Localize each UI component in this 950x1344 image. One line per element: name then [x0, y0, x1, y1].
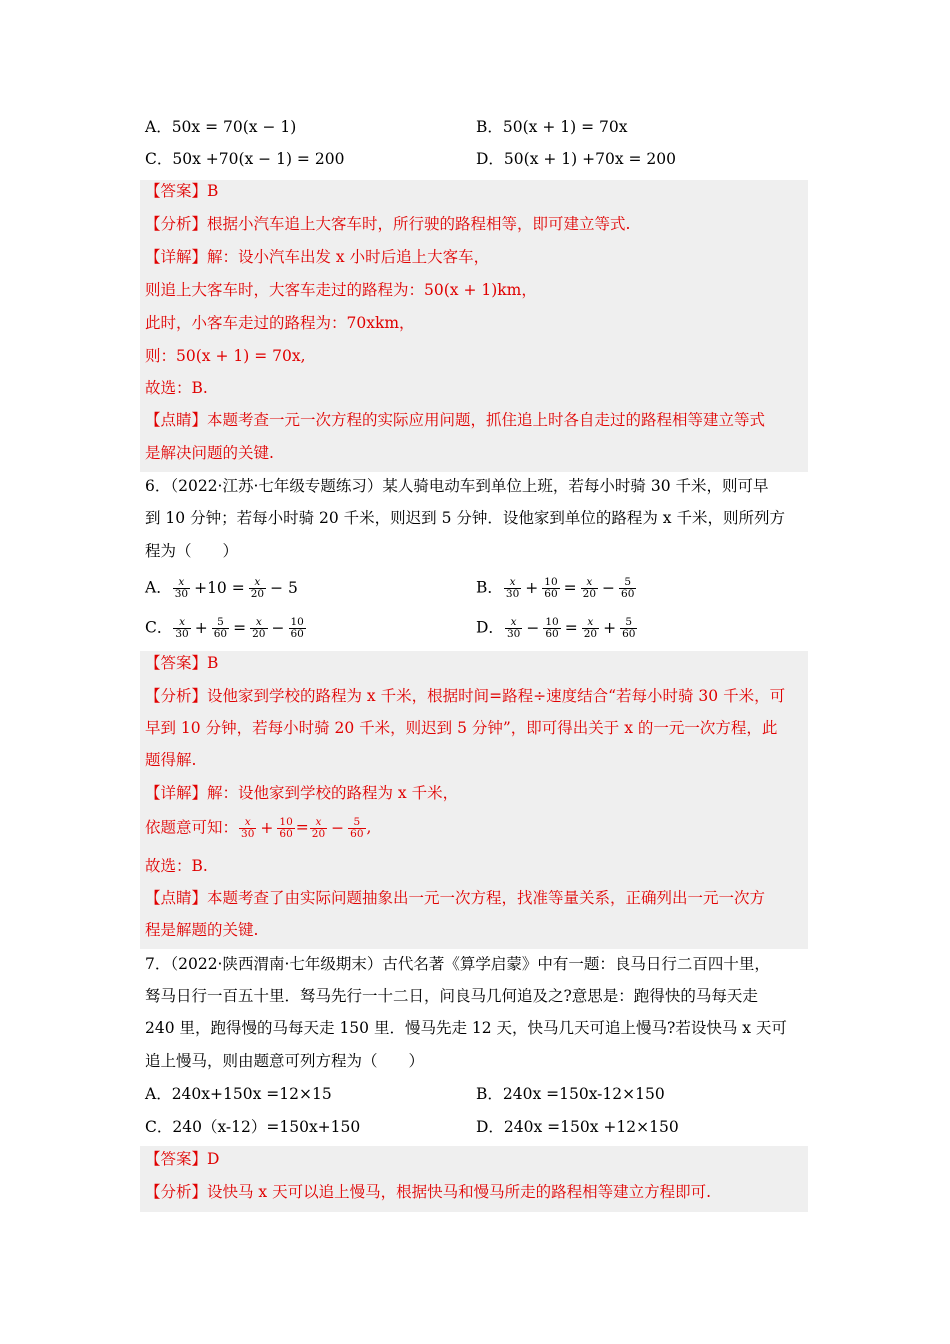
q6-option-c-label: C．	[145, 618, 173, 637]
q6-option-d-label: D．	[476, 618, 504, 637]
q6-comment-2: 程是解题的关键.	[145, 921, 259, 939]
q5-detail-4: 则：50(x + 1) = 70x,	[145, 347, 306, 365]
q5-detail-3: 此时，小客车走过的路程为：70xkm，	[145, 314, 415, 332]
q6-option-b-label: B．	[476, 578, 503, 597]
q7-stem-3: 240 里，跑得慢的马每天走 150 里．慢马先走 12 天，快马几天可追上慢马?若设快马 x 天可	[145, 1019, 787, 1037]
q6-analysis-3: 题得解.	[145, 751, 197, 769]
q6-option-b: B． $\frac{x}{30}$ + $\frac{10}{60}$ = $\frac{x}{20}$ − $\frac{5}{60}$	[476, 576, 635, 600]
q5-detail-2: 则追上大客车时，大客车走过的路程为：50(x + 1)km，	[145, 281, 537, 299]
q5-option-a: A．50x = 70(x − 1)	[145, 118, 297, 136]
q7-option-d: D．240x =150x +12×150	[476, 1118, 679, 1136]
q6-answer: 【答案】B	[145, 654, 219, 672]
q6-detail-2-prefix: 依题意可知：	[145, 818, 239, 837]
q7-stem-4: 追上慢马，则由题意可列方程为（ ）	[145, 1052, 425, 1070]
q5-option-b: B．50(x + 1) = 70x	[476, 118, 628, 136]
q6-analysis-1: 【分析】设他家到学校的路程为 x 千米，根据时间=路程÷速度结合“若每小时骑 30 千米，可	[145, 687, 786, 705]
q6-detail-3: 故选：B.	[145, 857, 208, 875]
q6-option-c: C． $\frac{x}{30}$ + $\frac{5}{60}$ = $\frac{x}{20}$ − $\frac{10}{60}$	[145, 616, 304, 640]
q5-analysis: 【分析】根据小汽车追上大客车时，所行驶的路程相等，即可建立等式.	[145, 215, 631, 233]
q7-option-a: A．240x+150x =12×15	[145, 1085, 332, 1103]
q7-stem-2: 驽马日行一百五十里．驽马先行一十二日，问良马几何追及之?意思是：跑得快的马每天走	[145, 987, 758, 1005]
q6-stem-2: 到 10 分钟；若每小时骑 20 千米，则迟到 5 分钟．设他家到单位的路程为 x 千米，则所列方	[145, 509, 785, 527]
q7-stem-1: 7．（2022·陕西渭南·七年级期末）古代名著《算学启蒙》中有一题：良马日行二百四十里，	[145, 955, 770, 973]
q6-stem-1: 6．（2022·江苏·七年级专题练习）某人骑电动车到单位上班，若每小时骑 30 千米，则可早	[145, 477, 769, 495]
q6-detail-1: 【详解】解：设他家到学校的路程为 x 千米，	[145, 784, 459, 802]
q6-option-a: A． $\frac{x}{30}$ +10 = $\frac{x}{20}$ − 5	[145, 576, 298, 600]
q5-option-c: C．50x +70(x − 1) = 200	[145, 150, 345, 168]
q6-option-d: D． $\frac{x}{30}$ − $\frac{10}{60}$ = $\frac{x}{20}$ + $\frac{5}{60}$	[476, 616, 636, 640]
q7-answer-block	[140, 1146, 808, 1212]
q5-option-d: D．50(x + 1) +70x = 200	[476, 150, 676, 168]
q6-option-a-label: A．	[145, 578, 172, 597]
q5-comment-2: 是解决问题的关键.	[145, 444, 274, 462]
q6-detail-2: 依题意可知： $\frac{x}{30}$ + $\frac{10}{60}$ = $\frac{x}{20}$ − $\frac{5}{60}$ ,	[145, 816, 372, 840]
q5-detail-1: 【详解】解：设小汽车出发 x 小时后追上大客车，	[145, 248, 490, 266]
q6-comment-1: 【点睛】本题考查了由实际问题抽象出一元一次方程，找准等量关系，正确列出一元一次方	[145, 889, 766, 907]
q7-analysis: 【分析】设快马 x 天可以追上慢马，根据快马和慢马所走的路程相等建立方程即可.	[145, 1183, 712, 1201]
q5-detail-5: 故选：B.	[145, 379, 208, 397]
q5-answer: 【答案】B	[145, 182, 219, 200]
q7-option-b: B．240x =150x-12×150	[476, 1085, 665, 1103]
q7-option-c: C．240（x-12）=150x+150	[145, 1118, 361, 1136]
q7-answer: 【答案】D	[145, 1150, 220, 1168]
q5-comment-1: 【点睛】本题考查一元一次方程的实际应用问题，抓住追上时各自走过的路程相等建立等式	[145, 411, 766, 429]
q6-stem-3: 程为（ ）	[145, 542, 239, 560]
q6-analysis-2: 早到 10 分钟，若每小时骑 20 千米，则迟到 5 分钟”，即可得出关于 x 的一元一次方程，此	[145, 719, 778, 737]
